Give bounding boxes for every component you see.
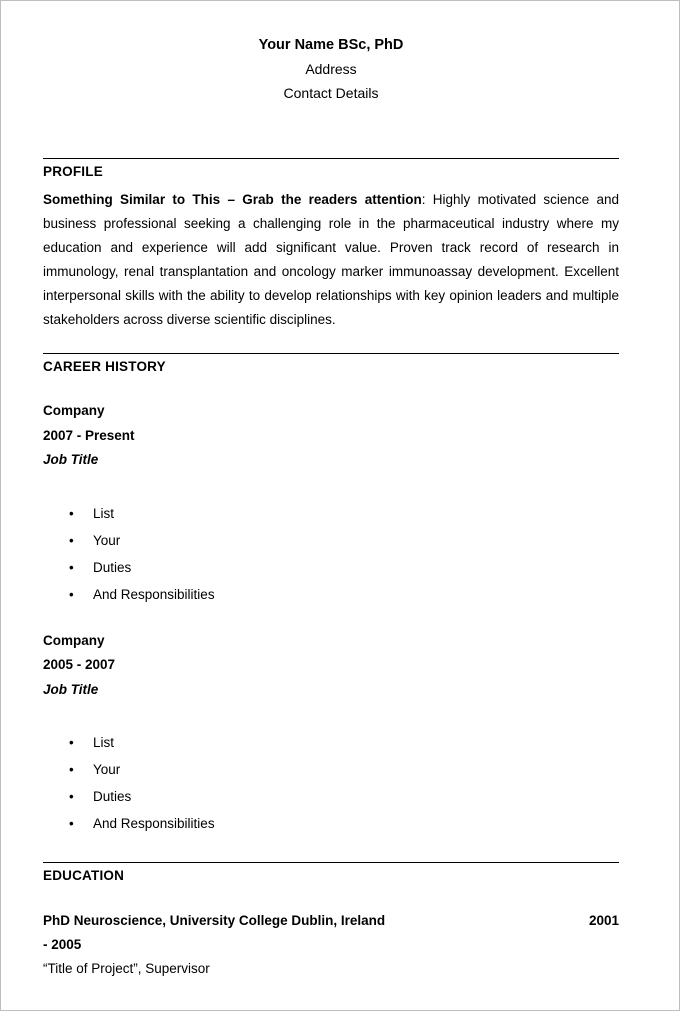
candidate-name: Your Name BSc, PhD — [258, 37, 404, 53]
bullet-icon: • — [69, 532, 74, 548]
degree-start-year: 2001 — [588, 913, 619, 928]
list-item-text: Your — [93, 532, 121, 548]
profile-section — [43, 158, 619, 332]
list-item — [43, 554, 619, 581]
list-item-text: List — [93, 505, 115, 521]
bullet-icon: • — [69, 816, 74, 831]
bullet-icon: • — [69, 789, 74, 804]
education-entry — [43, 909, 619, 981]
duties-list — [43, 500, 619, 608]
degree-line — [43, 909, 619, 933]
company-name: Company — [43, 403, 105, 418]
contact-details-line: Contact Details — [283, 85, 379, 101]
list-item-text: And Responsibilities — [93, 816, 215, 831]
list-item — [43, 756, 619, 783]
list-item — [43, 500, 619, 527]
bullet-icon: • — [69, 762, 74, 777]
list-item-text: List — [93, 735, 115, 750]
job-title: Job Title — [43, 452, 99, 467]
bullet-icon: • — [69, 586, 74, 602]
job-entry — [43, 399, 619, 608]
company-name: Company — [43, 632, 105, 648]
list-item — [43, 810, 619, 837]
address-line: Address — [305, 61, 357, 77]
job-dates: 2005 - 2007 — [43, 657, 116, 672]
career-history-section — [43, 353, 619, 837]
bullet-icon: • — [69, 735, 74, 750]
profile-heading: PROFILE — [43, 158, 619, 180]
job-dates: 2007 - Present — [43, 427, 135, 443]
job-title: Job Title — [43, 681, 99, 697]
job-entry — [43, 629, 619, 838]
degree-end-year: - 2005 — [43, 937, 82, 952]
profile-body-text: : Highly motivated science and business professional seeking a challenging role in the pharmaceutical industry where my education and experience will add significant value. Proven track record of research in immunology, renal transplantation and oncology marker immunoassay development. Excellent interpersonal skills with the ability to develop relationships with key opinion leaders and multiple stakeholders across diverse scientific disciplines. — [43, 192, 619, 327]
list-item — [43, 527, 619, 554]
education-heading: EDUCATION — [43, 862, 619, 884]
profile-paragraph — [43, 188, 619, 332]
degree-text: PhD Neuroscience, University College Dublin, Ireland — [43, 913, 386, 928]
list-item — [43, 783, 619, 810]
education-section — [43, 862, 619, 981]
bullet-icon: • — [69, 559, 74, 575]
project-detail: “Title of Project”, Supervisor — [43, 961, 210, 976]
profile-lead-bold: Something Similar to This – Grab the readers attention — [43, 192, 422, 207]
list-item — [43, 581, 619, 608]
bullet-icon: • — [69, 505, 74, 521]
list-item-text: Your — [93, 762, 121, 777]
duties-list — [43, 729, 619, 837]
list-item-text: Duties — [93, 559, 132, 575]
list-item-text: And Responsibilities — [93, 586, 215, 602]
list-item — [43, 729, 619, 756]
resume-header — [43, 33, 619, 105]
career-history-heading: CAREER HISTORY — [43, 353, 619, 375]
list-item-text: Duties — [93, 789, 132, 804]
